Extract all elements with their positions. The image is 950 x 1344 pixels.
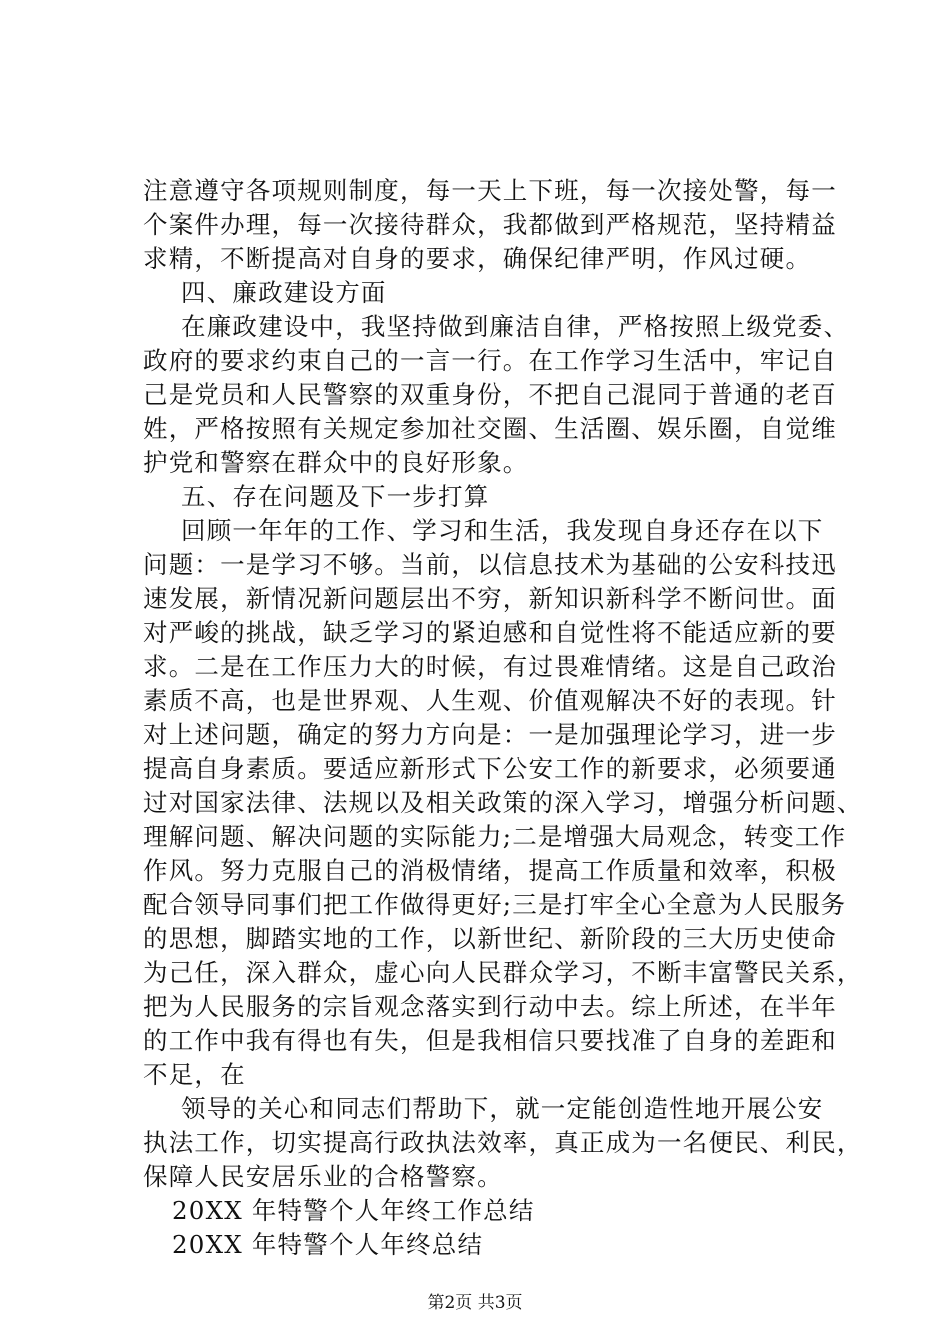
body-line: 对严峻的挑战，缺乏学习的紧迫感和自觉性将不能适应新的要 [143,618,837,647]
body-line: 过对国家法律、法规以及相关政策的深入学习，增强分析问题、 [143,788,863,817]
body-line: 在廉政建设中，我坚持做到廉洁自律，严格按照上级党委、 [181,312,850,341]
body-line: 速发展，新情况新问题层出不穷，新知识新科学不断问世。面 [143,584,837,613]
body-line: 回顾一年年的工作、学习和生活，我发现自身还存在以下 [181,516,824,545]
body-line: 己是党员和人民警察的双重身份，不把自己混同于普通的老百 [143,380,837,409]
body-line: 执法工作，切实提高行政执法效率，真正成为一名便民、利民， [143,1128,863,1157]
body-line: 理解问题、解决问题的实际能力;二是增强大局观念，转变工作 [143,822,847,851]
body-line: 问题：一是学习不够。当前，以信息技术为基础的公安科技迅 [143,550,837,579]
section-heading-problems: 五、存在问题及下一步打算 [181,482,490,511]
body-line: 的工作中我有得也有失，但是我相信只要找准了自身的差距和 [143,1026,837,1055]
related-title-1: 20XX 年特警个人年终工作总结 [172,1196,535,1225]
section-heading-integrity: 四、廉政建设方面 [181,278,387,307]
body-line: 提高自身素质。要适应新形式下公安工作的新要求，必须要通 [143,754,837,783]
body-line: 素质不高，也是世界观、人生观、价值观解决不好的表现。针 [143,686,837,715]
body-line: 把为人民服务的宗旨观念落实到行动中去。综上所述，在半年 [143,992,837,1021]
body-line: 姓，严格按照有关规定参加社交圈、生活圈、娱乐圈，自觉维 [143,414,837,443]
body-line: 作风。努力克服自己的消极情绪，提高工作质量和效率，积极 [143,856,837,885]
body-line: 不足，在 [143,1060,246,1089]
body-line: 保障人民安居乐业的合格警察。 [143,1162,503,1191]
related-title-2: 20XX 年特警个人年终总结 [172,1230,484,1259]
body-line: 对上述问题，确定的努力方向是：一是加强理论学习，进一步 [143,720,837,749]
body-line: 求精，不断提高对自身的要求，确保纪律严明，作风过硬。 [143,244,812,273]
body-line: 政府的要求约束自己的一言一行。在工作学习生活中，牢记自 [143,346,837,375]
body-line: 护党和警察在群众中的良好形象。 [143,448,529,477]
body-line: 个案件办理，每一次接待群众，我都做到严格规范，坚持精益 [143,210,837,239]
body-line: 注意遵守各项规则制度，每一天上下班，每一次接处警，每一 [143,176,837,205]
body-line: 为己任，深入群众，虚心向人民群众学习，不断丰富警民关系， [143,958,863,987]
body-line: 领导的关心和同志们帮助下，就一定能创造性地开展公安 [181,1094,824,1123]
page-number-footer: 第2页 共3页 [427,1293,523,1313]
body-line: 配合领导同事们把工作做得更好;三是打牢全心全意为人民服务 [143,890,847,919]
body-line: 求。二是在工作压力大的时候，有过畏难情绪。这是自己政治 [143,652,837,681]
body-line: 的思想，脚踏实地的工作，以新世纪、新阶段的三大历史使命 [143,924,837,953]
